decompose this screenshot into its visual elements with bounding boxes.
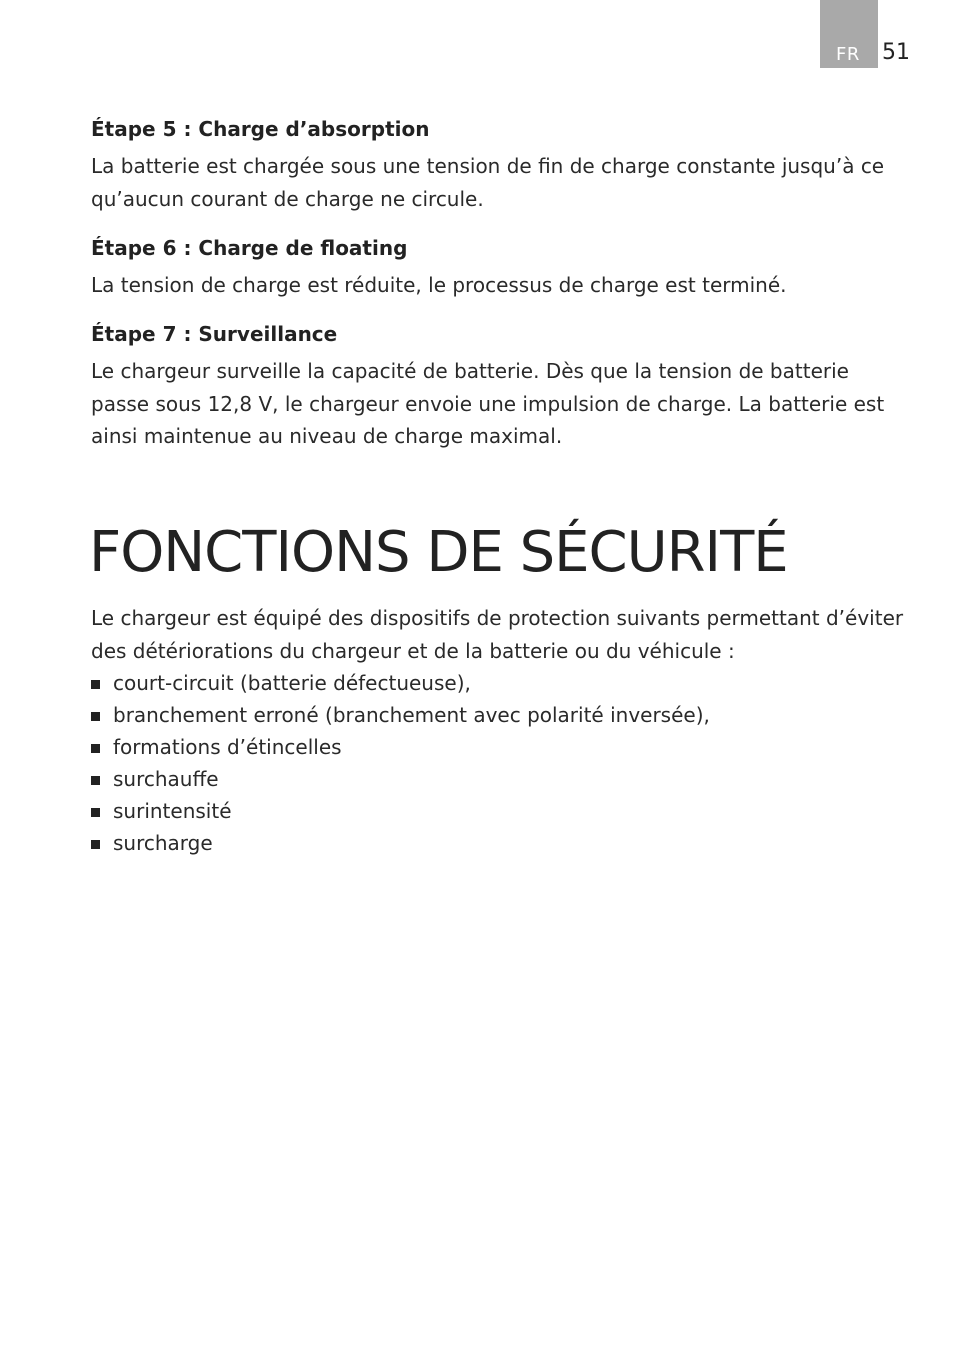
step-5-title: Étape 5 : Charge d’absorption — [91, 117, 430, 141]
list-item-text: branchement erroné (branchement avec polarité inversée), — [113, 703, 710, 727]
list-item-text: surchauffe — [113, 767, 219, 791]
language-tab — [820, 0, 878, 68]
list-item-text: formations d’étincelles — [113, 735, 342, 759]
list-item — [91, 827, 710, 859]
list-item — [91, 763, 710, 795]
list-item — [91, 795, 710, 827]
step-6-title: Étape 6 : Charge de floating — [91, 236, 408, 260]
bullet-square-icon — [91, 808, 100, 817]
bullet-square-icon — [91, 840, 100, 849]
page-number: 51 — [882, 40, 910, 65]
list-item-text: court-circuit (batterie défectueuse), — [113, 671, 471, 695]
list-item — [91, 699, 710, 731]
language-label: FR — [836, 44, 860, 65]
protection-list — [91, 667, 710, 859]
bullet-square-icon — [91, 680, 100, 689]
bullet-square-icon — [91, 712, 100, 721]
step-7-body: Le chargeur surveille la capacité de batterie. Dès que la tension de batterie passe sous 12,8 V, le chargeur envoie une impulsion de charge. La batterie est ainsi maintenue au niveau de charge maximal. — [91, 359, 885, 448]
step-7-title: Étape 7 : Surveillance — [91, 322, 338, 346]
list-item — [91, 667, 710, 699]
bullet-square-icon — [91, 744, 100, 753]
list-item-text: surintensité — [113, 799, 232, 823]
step-6-body: La tension de charge est réduite, le processus de charge est terminé. — [91, 273, 787, 297]
list-item-text: surcharge — [113, 831, 213, 855]
section-title: FONCTIONS DE SÉCURITÉ — [89, 520, 788, 585]
list-item — [91, 731, 710, 763]
step-5-body: La batterie est chargée sous une tension de fin de charge constante jusqu’à ce qu’aucun courant de charge ne circule. — [91, 154, 885, 211]
bullet-square-icon — [91, 776, 100, 785]
safety-intro: Le chargeur est équipé des dispositifs de protection suivants permettant d’éviter des détériorations du chargeur et de la batterie ou du véhicule : — [91, 606, 904, 663]
